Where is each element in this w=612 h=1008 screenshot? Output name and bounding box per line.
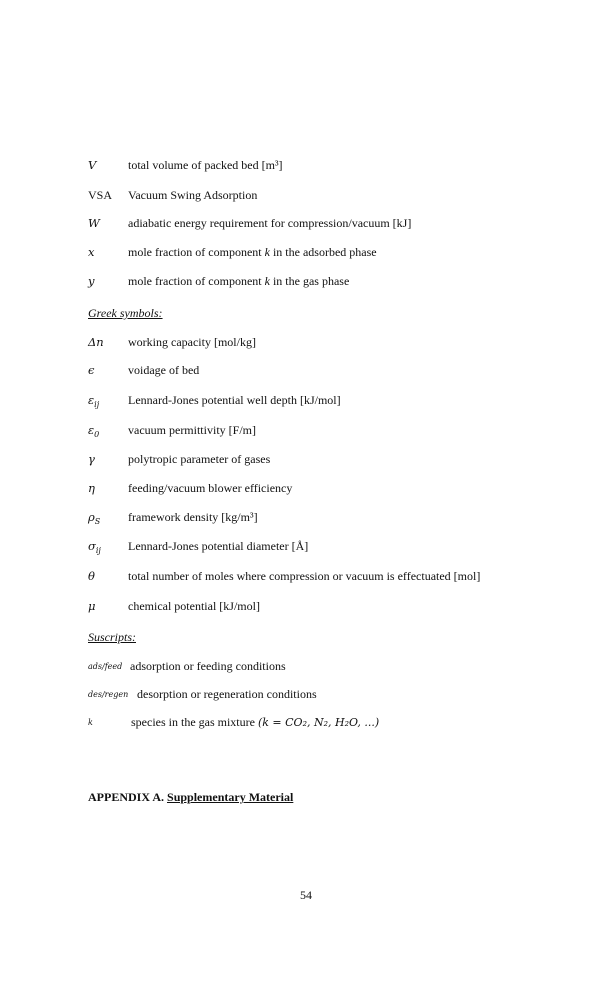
description: chemical potential [kJ/mol] [128,599,260,613]
symbol: des/regen [88,690,129,699]
description: voidage of bed [128,363,200,377]
symbol: γ [88,452,95,466]
symbol: k [88,718,93,727]
description: vacuum permittivity [F/m] [128,423,256,437]
symbol: ads/feed [88,662,123,671]
symbol: x [88,245,95,259]
description: Lennard-Jones potential diameter [Å] [128,539,309,553]
description: polytropic parameter of gases [128,452,271,466]
symbol: Δn [88,335,104,349]
description: feeding/vacuum blower efficiency [128,481,293,495]
page-number: 54 [300,888,312,902]
description: total number of moles where compression or vacuum is effectuated [mol] [128,569,481,583]
symbol: y [88,274,95,288]
symbol: $\sigma_{ij}$ [88,539,101,555]
description: mole fraction of component k in the adsorbed phase [128,245,377,259]
description: total volume of packed bed [m³] [128,158,283,172]
symbol: η [88,481,95,495]
symbol: V [88,158,97,172]
description: mole fraction of component k in the gas phase [128,274,350,288]
description: species in the gas mixture (k = CO₂, N₂, H₂O, ...) [131,715,380,729]
subscripts-heading: Suscripts: [88,630,136,644]
description: working capacity [mol/kg] [128,335,256,349]
description: Vacuum Swing Adsorption [128,188,258,202]
greek-symbols-heading: Greek symbols: [88,306,163,320]
symbol: ϵ [88,363,95,377]
symbol: μ [88,599,96,613]
symbol: $\varepsilon_0$ [88,423,100,439]
description: adsorption or feeding conditions [130,659,286,673]
description: adiabatic energy requirement for compression/vacuum [kJ] [128,216,412,230]
symbol: W [88,216,100,230]
symbol: $\varepsilon_{ij}$ [88,393,100,409]
description: Lennard-Jones potential well depth [kJ/mol] [128,393,341,407]
description: desorption or regeneration conditions [137,687,317,701]
symbol: $\rho_S$ [88,510,101,526]
symbol: VSA [88,188,113,202]
symbol: θ [88,569,95,583]
appendix-heading: APPENDIX A. Supplementary Material [88,790,294,804]
description: framework density [kg/m³] [128,510,258,524]
